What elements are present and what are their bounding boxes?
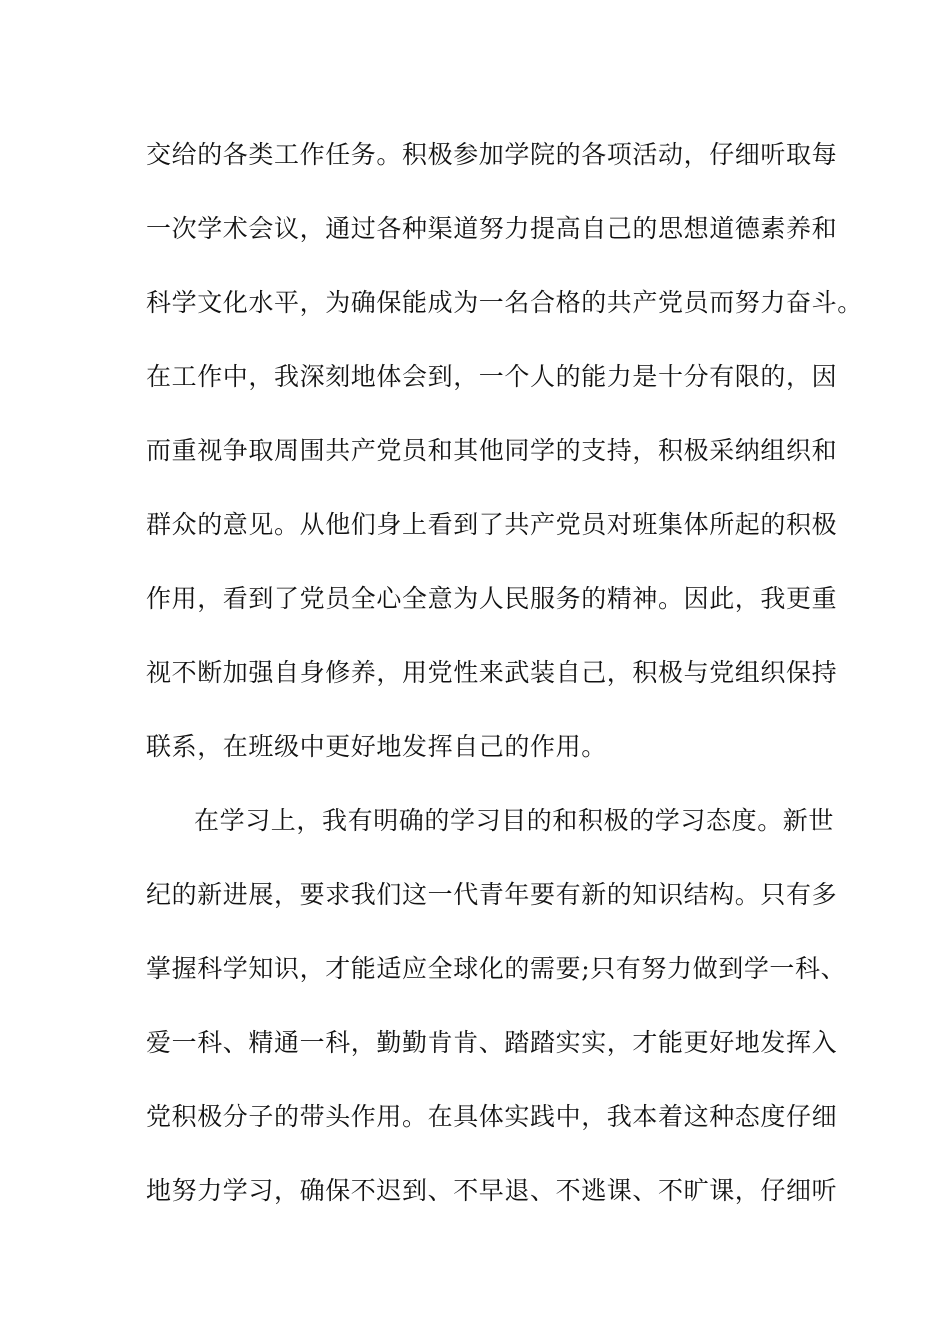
text-line: 党积极分子的带头作用。在具体实践中，我本着这种态度仔细 (146, 1102, 838, 1131)
text-line: 作用，看到了党员全心全意为人民服务的精神。因此，我更重 (146, 584, 838, 613)
text-line: 一次学术会议，通过各种渠道努力提高自己的思想道德素养和 (146, 214, 838, 243)
text-line: 交给的各类工作任务。积极参加学院的各项活动，仔细听取每 (146, 140, 838, 169)
text-line: 联系，在班级中更好地发挥自己的作用。 (146, 732, 607, 761)
paragraph-first-line: 在学习上，我有明确的学习目的和积极的学习态度。新世 (194, 806, 835, 835)
text-line: 在工作中，我深刻地体会到，一个人的能力是十分有限的，因 (146, 362, 838, 391)
text-line: 掌握科学知识，才能适应全球化的需要;只有努力做到学一科、 (146, 954, 847, 983)
body-text (146, 128, 863, 1238)
text-line: 群众的意见。从他们身上看到了共产党员对班集体所起的积极 (146, 510, 838, 539)
text-line: 地努力学习，确保不迟到、不早退、不逃课、不旷课，仔细听 (146, 1176, 838, 1205)
text-line: 科学文化水平，为确保能成为一名合格的共产党员而努力奋斗。 (146, 288, 863, 317)
text-line: 爱一科、精通一科，勤勤肯肯、踏踏实实，才能更好地发挥入 (146, 1028, 838, 1057)
text-line: 视不断加强自身修养，用党性来武装自己，积极与党组织保持 (146, 658, 838, 687)
text-line: 而重视争取周围共产党员和其他同学的支持，积极采纳组织和 (146, 436, 838, 465)
text-line: 纪的新进展，要求我们这一代青年要有新的知识结构。只有多 (146, 880, 838, 909)
